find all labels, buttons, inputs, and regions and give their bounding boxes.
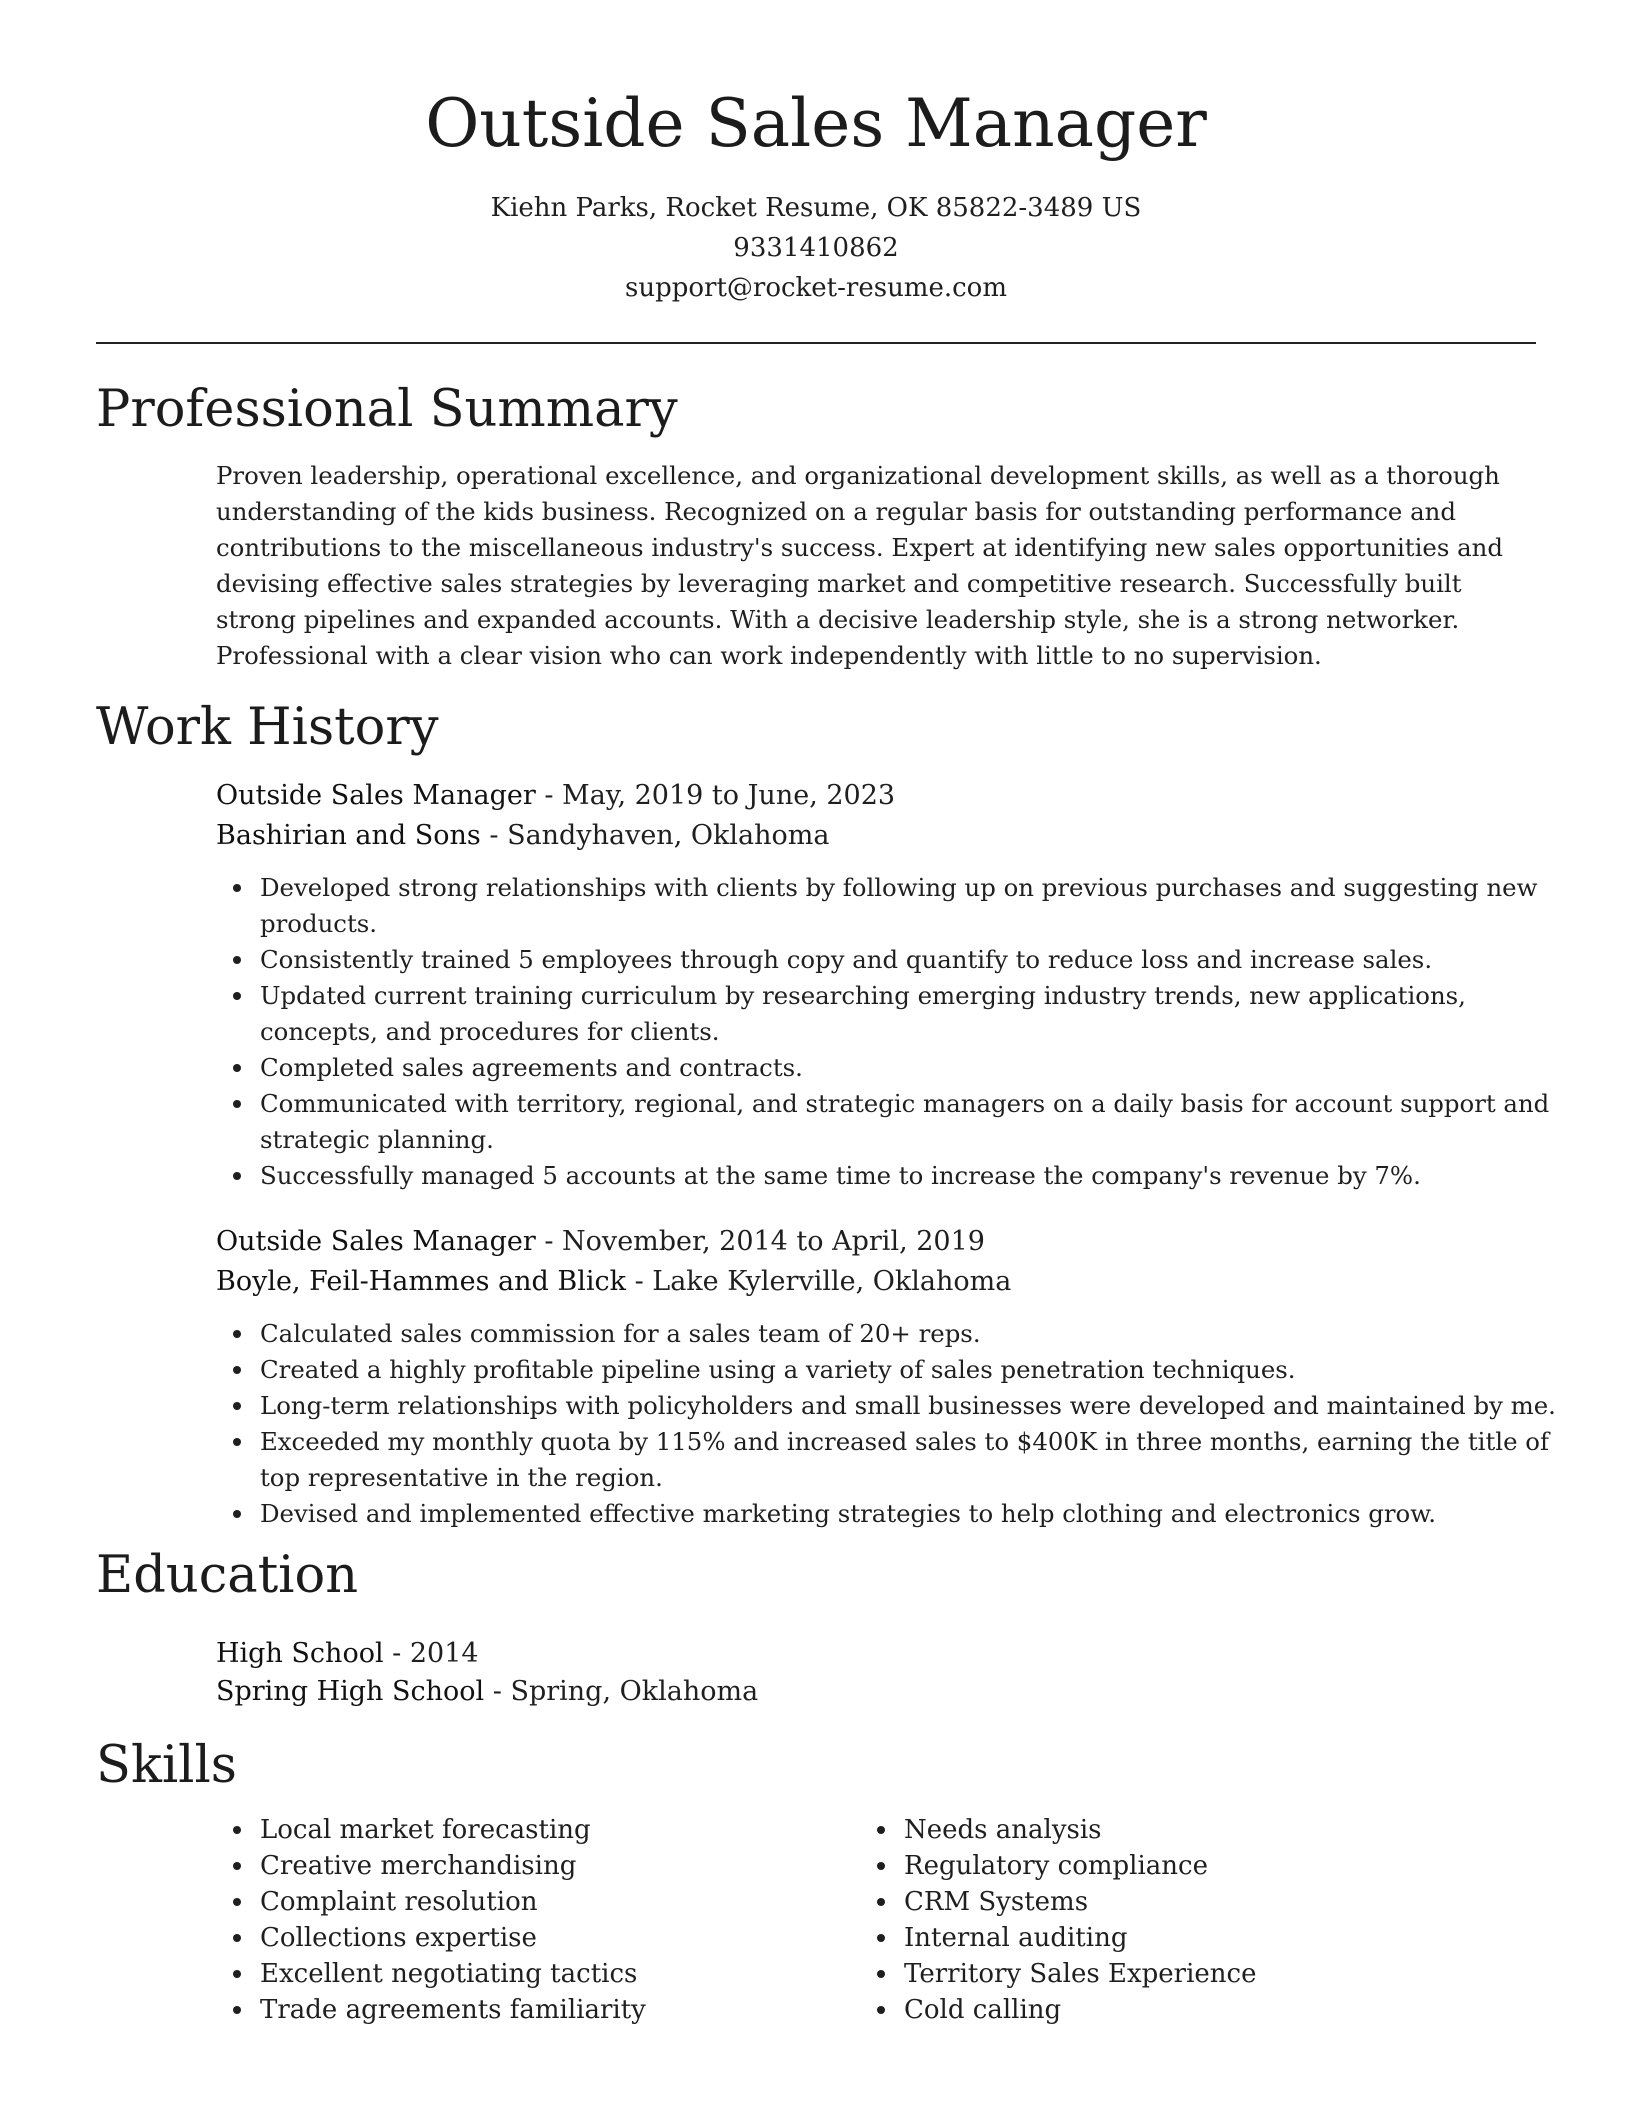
education-heading: Education [96, 1546, 359, 1605]
list-item: Excellent negotiating tactics [260, 1956, 860, 1992]
job-1-location: - Sandyhaven, Oklahoma [480, 820, 830, 851]
list-item: Trade agreements familiarity [260, 1992, 860, 2028]
job-1-dates: - May, 2019 to June, 2023 [535, 780, 896, 811]
list-item: Territory Sales Experience [904, 1956, 1504, 1992]
list-item: Communicated with territory, regional, and strategic managers on a daily basis for account support and strategic planning. [260, 1086, 1590, 1158]
list-item: Developed strong relationships with clients by following up on previous purchases and suggesting new products. [260, 870, 1590, 942]
contact-phone: 9331410862 [733, 233, 899, 263]
list-item: Collections expertise [260, 1920, 860, 1956]
education-location: - Spring, Oklahoma [484, 1676, 759, 1707]
list-item: Internal auditing [904, 1920, 1504, 1956]
list-item: Long-term relationships with policyholders and small businesses were developed and maintained by me. [260, 1388, 1590, 1424]
skills-list-left [216, 1812, 860, 2028]
job-1-title-line [216, 776, 1536, 816]
list-item: Consistently trained 5 employees through copy and quantify to reduce loss and increase sales. [260, 942, 1590, 978]
contact-block [0, 188, 1632, 308]
list-item: Creative merchandising [260, 1848, 860, 1884]
list-item: Completed sales agreements and contracts. [260, 1050, 1590, 1086]
summary-text: Proven leadership, operational excellence, and organizational development skills, as well as a thorough understanding of the kids business. Recognized on a regular basis for outstanding performance and contributions to the miscellaneous industry's success. Expert at identifying new sales opportunities and devising effective sales strategies by leveraging market and competitive research. Successfully built strong pipelines and expanded accounts. With a decisive leadership style, she is a strong networker. Professional with a clear vision who can work independently with little to no supervision. [216, 461, 1503, 670]
list-item: Regulatory compliance [904, 1848, 1504, 1884]
job-2-bullets [216, 1316, 1590, 1532]
job-1-company-line [216, 816, 1536, 856]
contact-email: support@rocket-resume.com [624, 273, 1007, 303]
job-2-title-line [216, 1222, 1536, 1262]
list-item: CRM Systems [904, 1884, 1504, 1920]
work-history-heading: Work History [96, 698, 439, 757]
summary-heading: Professional Summary [96, 380, 678, 439]
contact-address: Kiehn Parks, Rocket Resume, OK 85822-3489 US [490, 193, 1142, 223]
job-1-role: Outside Sales Manager [216, 780, 536, 811]
education-school: Spring High School [216, 1676, 485, 1707]
education-year: - 2014 [383, 1638, 479, 1669]
job-2-location: - Lake Kylerville, Oklahoma [625, 1266, 1012, 1297]
skills-heading: Skills [96, 1736, 237, 1795]
job-2-company-line [216, 1262, 1536, 1302]
list-item: Created a highly profitable pipeline using a variety of sales penetration techniques. [260, 1352, 1590, 1388]
education-degree: High School [216, 1638, 384, 1669]
list-item: Exceeded my monthly quota by 115% and increased sales to $400K in three months, earning the title of top representative in the region. [260, 1424, 1590, 1496]
job-2-role: Outside Sales Manager [216, 1226, 536, 1257]
list-item: Successfully managed 5 accounts at the same time to increase the company's revenue by 7%. [260, 1158, 1590, 1194]
job-2-company: Boyle, Feil-Hammes and Blick [216, 1266, 626, 1297]
list-item: Updated current training curriculum by researching emerging industry trends, new applications, concepts, and procedures for clients. [260, 978, 1590, 1050]
list-item: Devised and implemented effective marketing strategies to help clothing and electronics grow. [260, 1496, 1590, 1532]
list-item: Calculated sales commission for a sales team of 20+ reps. [260, 1316, 1590, 1352]
list-item: Cold calling [904, 1992, 1504, 2028]
education-degree-line [216, 1634, 1536, 1674]
education-school-line [216, 1672, 1536, 1712]
job-2-dates: - November, 2014 to April, 2019 [535, 1226, 985, 1257]
resume-title: Outside Sales Manager [425, 85, 1207, 162]
job-1-bullets [216, 870, 1590, 1194]
job-1-company: Bashirian and Sons [216, 820, 481, 851]
list-item: Local market forecasting [260, 1812, 860, 1848]
list-item: Complaint resolution [260, 1884, 860, 1920]
skills-list-right [860, 1812, 1504, 2028]
list-item: Needs analysis [904, 1812, 1504, 1848]
header-divider [96, 342, 1536, 344]
